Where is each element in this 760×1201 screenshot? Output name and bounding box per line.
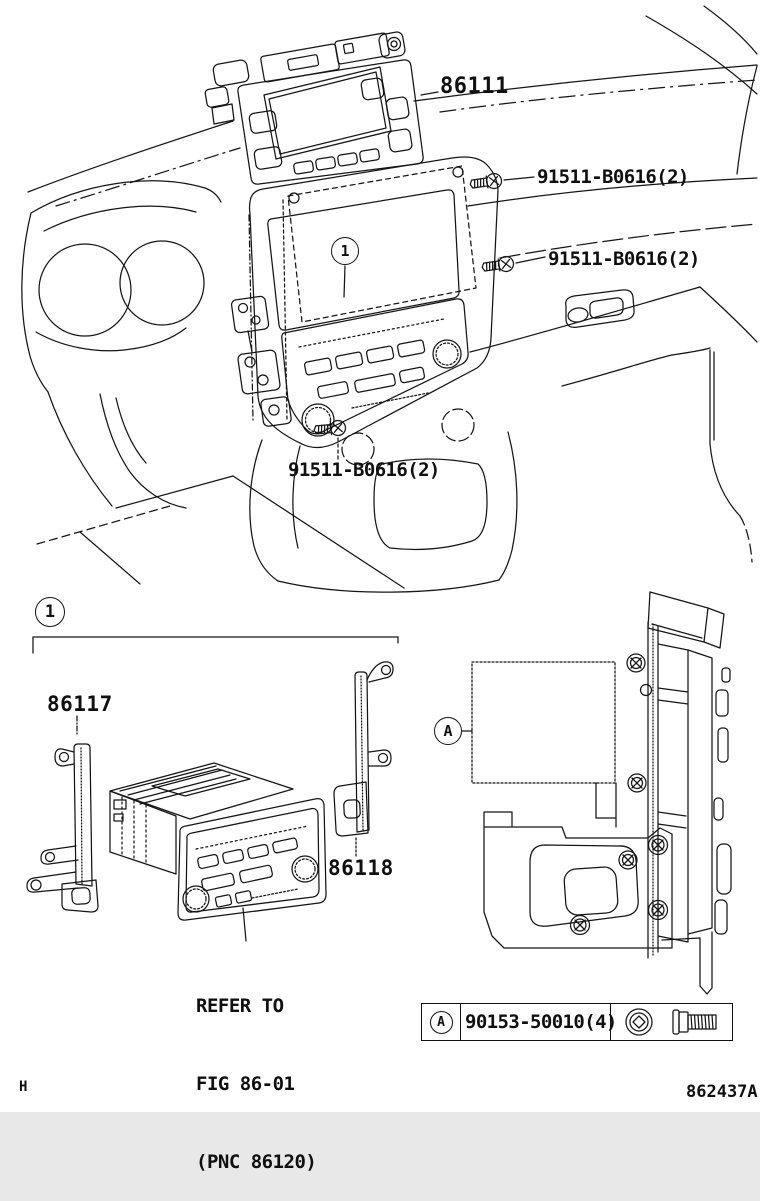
leader-line (504, 177, 534, 180)
part-label-screw-mid: 91511-B0616(2) (548, 248, 700, 270)
dashboard-illustration (22, 6, 757, 592)
part-label-screw-low: 91511-B0616(2) (288, 459, 440, 481)
refer-note-line2: FIG 86-01 (196, 1073, 295, 1095)
phillips-screw-icon (628, 774, 646, 792)
callout-1-main: 1 (331, 237, 359, 265)
parts-table (421, 1003, 733, 1041)
bracket-86118-illustration (334, 662, 393, 856)
callout-a-detail: A (434, 717, 462, 745)
callout-a-table: A (430, 1011, 453, 1034)
bolt-top-view-icon (626, 1009, 652, 1035)
part-label-86117: 86117 (47, 692, 113, 716)
bolt-icons (613, 1005, 731, 1039)
screw-icon (481, 256, 514, 275)
parts-table-callout-cell (422, 1004, 461, 1040)
phillips-screw-icon (619, 851, 637, 869)
phillips-screw-icon (627, 654, 645, 672)
leader-line (516, 257, 545, 263)
part-label-86111: 86111 (440, 74, 509, 99)
refer-note-line1: REFER TO (196, 995, 284, 1017)
callout-1-detail: 1 (35, 597, 65, 627)
figure-code: 862437A (686, 1082, 758, 1102)
bolt-side-view-icon (673, 1010, 716, 1034)
part-label-86118: 86118 (328, 856, 394, 880)
callout-a-panel (472, 662, 615, 783)
detail-a-illustration (462, 592, 731, 994)
center-stack-radio-illustration (231, 157, 498, 448)
refer-note (196, 941, 316, 1201)
parts-table-number-cell (461, 1004, 617, 1040)
display-unit-86111-illustration (205, 31, 438, 184)
parts-table-icon-cell (611, 1004, 732, 1040)
part-label-screw-top: 91511-B0616(2) (537, 166, 689, 188)
phillips-screw-icon (571, 916, 590, 935)
detail-1-illustration (27, 637, 398, 941)
page-marker: H (19, 1079, 28, 1095)
radio-unit-illustration (110, 763, 326, 941)
table-part-number: 90153-50010(4) (465, 1010, 617, 1033)
bracket-86117-illustration (27, 716, 98, 912)
refer-note-line3: (PNC 86120) (196, 1151, 317, 1173)
